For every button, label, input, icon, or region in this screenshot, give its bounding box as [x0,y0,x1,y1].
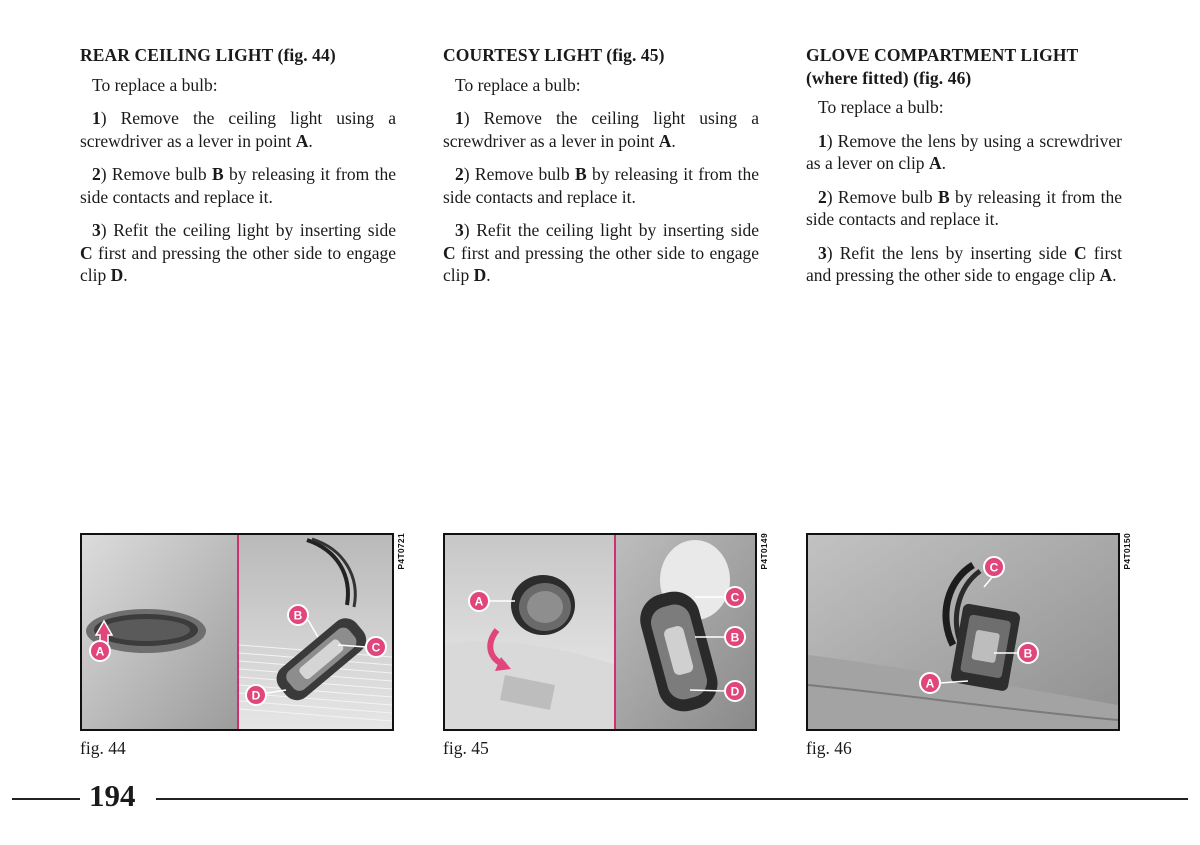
figure-code: P4T0149 [759,533,769,570]
step-3 [806,242,1122,287]
page-number: 194 [89,778,136,813]
figure-caption: fig. 45 [443,738,489,758]
svg-text:B: B [1023,646,1033,661]
step-text: ) Remove bulb [463,164,575,184]
step-number: 1 [92,108,101,128]
intro-text: To replace a bulb: [92,74,218,95]
step-2 [806,186,1122,231]
svg-text:B: B [730,630,740,645]
footer-rule [156,798,1188,800]
section-heading: COURTESY LIGHT (fig. 45) [443,45,665,65]
step-1 [80,107,396,152]
step-text: ) Refit the ceiling light by inserting side [100,220,396,240]
step-text: by releasing it from the side contacts and replace it. [80,164,396,207]
step-number: 1 [455,108,464,128]
step-ref: A [295,130,309,151]
figure-caption: fig. 44 [80,738,126,758]
step-text: . [123,265,128,285]
svg-text:C: C [989,560,999,575]
figure-46-illustration [808,535,1118,729]
step-ref: C [80,242,93,263]
step-ref: A [658,130,672,151]
step-text: ) Refit the lens by inserting side [826,242,1075,263]
figure-45-image [443,533,757,731]
step-text: by releasing it from the side contacts and replace it. [806,186,1122,229]
intro-text: To replace a bulb: [818,97,944,117]
step-text: . [1112,265,1117,285]
svg-text:A: A [925,676,935,691]
figure-44-illustration [82,535,392,729]
step-ref: C [443,242,456,263]
step-1 [806,130,1122,175]
svg-text:C: C [730,590,740,605]
figure-46-image [806,533,1120,731]
section-heading: GLOVE COMPARTMENT LIGHT (where fitted) (fig. 46) [806,45,1078,88]
step-text: first and pressing the other side to engage clip [443,242,759,285]
step-2 [80,163,396,208]
step-number: 2 [455,164,464,184]
callout-b [288,605,308,625]
step-number: 2 [92,164,101,184]
step-1 [443,107,759,152]
step-ref: A [928,153,942,173]
section-rear-ceiling-light [80,44,396,298]
step-3 [443,219,759,287]
step-ref: B [574,164,587,184]
svg-text:A: A [95,644,105,659]
callout-c [725,587,745,607]
step-text: ) Remove bulb [826,186,938,207]
step-3 [80,219,396,287]
section-heading: REAR CEILING LIGHT (fig. 44) [80,45,336,65]
step-text: . [671,130,676,151]
callout-a [920,673,940,693]
callout-d [246,685,266,705]
callout-c [366,637,386,657]
step-2 [443,163,759,208]
svg-text:A: A [474,594,484,609]
step-text: first and pressing the other side to engage clip [80,242,396,285]
divider-line [237,535,239,729]
step-ref: C [1074,242,1087,263]
step-text: ) Remove the ceiling light using a screwdriver as a lever in point [443,108,759,151]
step-ref: D [473,265,487,285]
step-text: ) Refit the ceiling light by inserting side [463,220,759,240]
step-number: 1 [818,130,827,151]
callout-d [725,681,745,701]
step-text: by releasing it from the side contacts and replace it. [443,164,759,207]
divider-line [614,535,616,729]
section-courtesy-light [443,44,759,298]
step-ref: B [937,186,950,207]
step-text: ) Remove bulb [100,164,212,184]
figure-45-illustration [445,535,755,729]
svg-text:D: D [730,684,740,699]
intro-text: To replace a bulb: [455,74,581,95]
step-text: first and pressing the other side to engage clip [806,242,1122,285]
callout-a [469,591,489,611]
step-ref: A [1099,265,1113,285]
step-ref: D [110,265,124,285]
footer-rule [12,798,80,800]
svg-text:D: D [251,688,261,703]
step-number: 3 [455,220,464,240]
step-ref: B [211,164,224,184]
figure-44-image [80,533,394,731]
callout-c [984,557,1004,577]
step-text: ) Remove the ceiling light using a screwdriver as a lever in point [80,108,396,151]
step-text: . [486,265,491,285]
section-glove-compartment-light [806,44,1122,298]
callout-b [725,627,745,647]
step-number: 3 [818,242,827,263]
svg-text:C: C [371,640,381,655]
callout-a [90,641,110,661]
step-text: . [941,153,946,173]
step-text: . [308,130,313,151]
figure-code: P4T0150 [1122,533,1132,570]
callout-b [1018,643,1038,663]
step-number: 2 [818,186,827,207]
step-number: 3 [92,220,101,240]
figure-code: P4T0721 [396,533,406,570]
svg-text:B: B [293,608,303,623]
step-text: ) Remove the lens by using a screwdriver as a lever on clip [806,130,1122,173]
figure-caption: fig. 46 [806,738,852,758]
